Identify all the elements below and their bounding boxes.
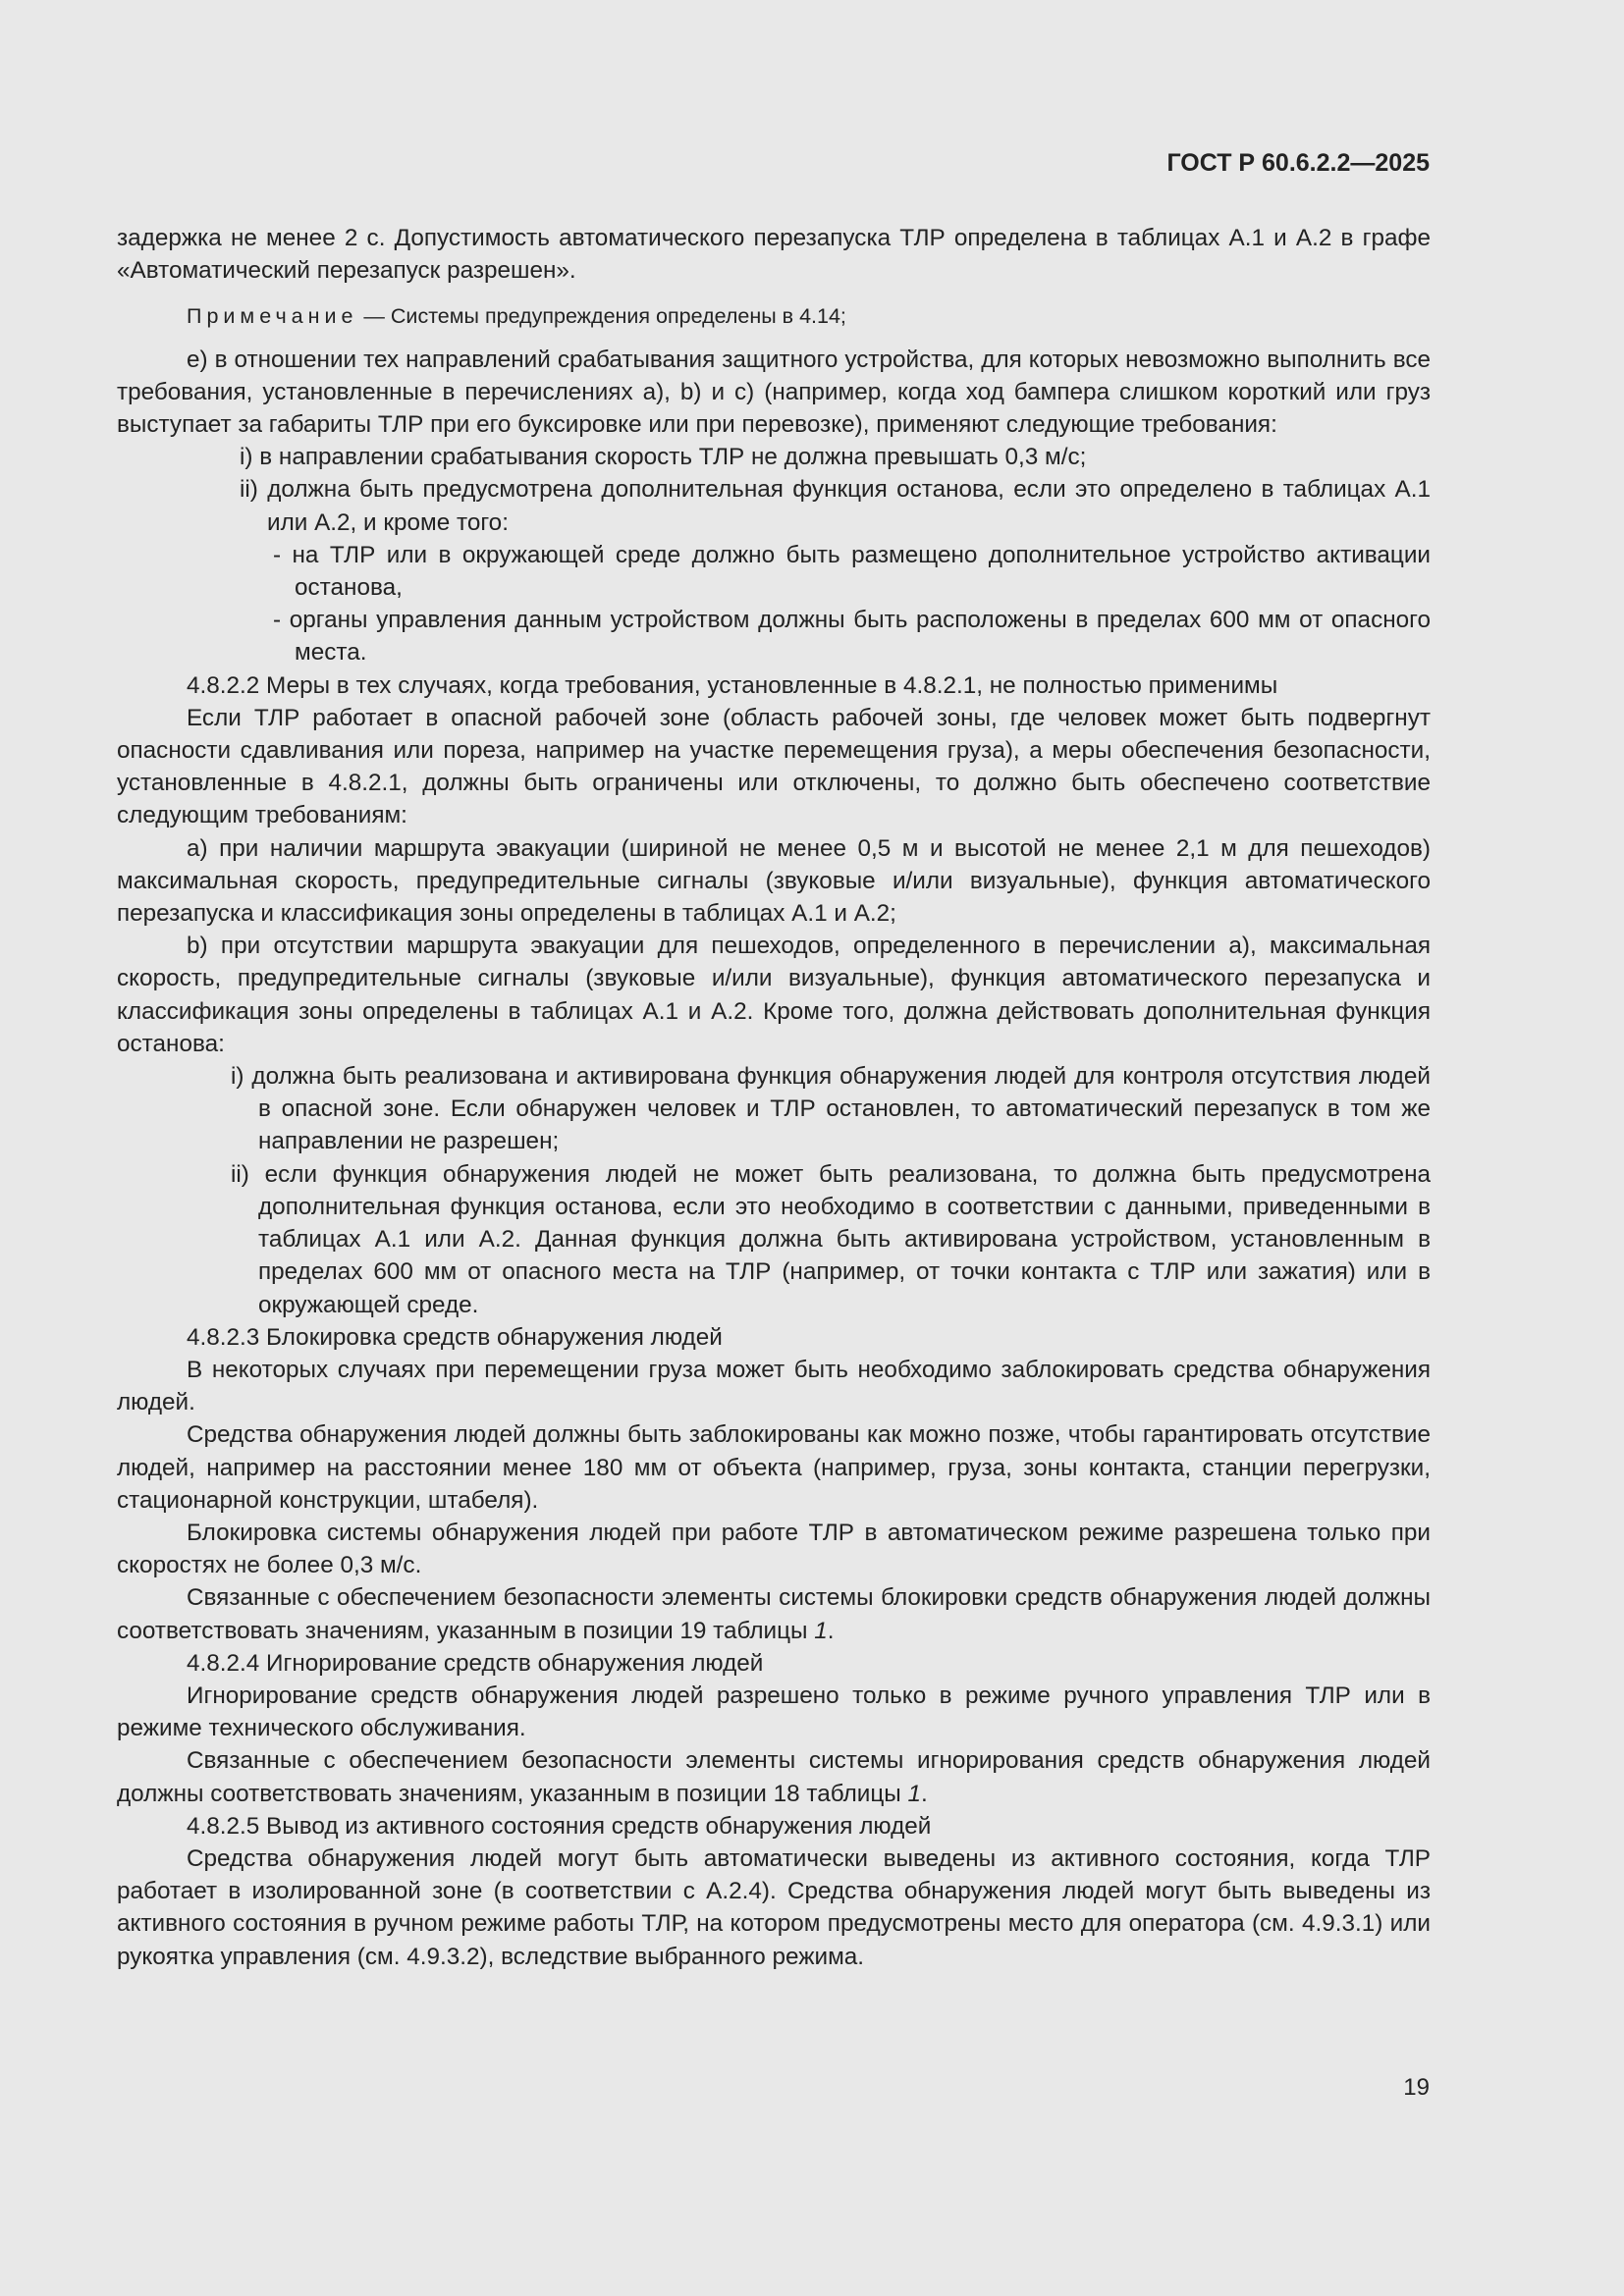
paragraph-text: Связанные с обеспечением безопасности элементы системы игнорирования средств обнаружения людей должны соответствовать значениям, указанным в позиции 18 таблицы (117, 1747, 1431, 1807)
list-item: ii) должна быть предусмотрена дополнительная функция останова, если это определено в таблицах А.1 или А.2, и кроме того: (240, 476, 1431, 536)
list-item: i) в направлении срабатывания скорость ТЛР не должна превышать 0,3 м/с; (240, 444, 1087, 471)
paragraph: Если ТЛР работает в опасной рабочей зоне (область рабочей зоны, где человек может быть подвергнут опасности сдавливания или пореза, например на участке перемещения груза), а меры обеспечения безопасности, установленные в 4.8.2.1, должны быть ограничены или отключены, то должно быть обеспечено соответствие следующим требованиям: (117, 704, 1431, 829)
paragraph: Средства обнаружения людей должны быть заблокированы как можно позже, чтобы гарантировать отсутствие людей, например на расстоянии менее 180 мм от объекта (например, груза, зоны контакта, станции перегрузки, стационарной конструкции, штабеля). (117, 1421, 1431, 1514)
paragraph (117, 1581, 1431, 1646)
paragraph: задержка не менее 2 с. Допустимость автоматического перезапуска ТЛР определена в таблицах А.1 и А.2 в графе «Автоматический перезапуск разрешен». (117, 225, 1431, 285)
paragraph: е) в отношении тех направлений срабатывания защитного устройства, для которых невозможно выполнить все требования, установленные в перечислениях а), b) и с) (например, когда ход бампера слишком короткий или груз выступает за габариты ТЛР при его буксировке или при перевозке), применяют следующие требования: (117, 346, 1431, 439)
note-label: Примечание (187, 304, 358, 329)
paragraph: В некоторых случаях при перемещении груза может быть необходимо заблокировать средства обнаружения людей. (117, 1356, 1431, 1416)
list-item: i) должна быть реализована и активирована функция обнаружения людей для контроля отсутствия людей в опасной зоне. Если обнаружен человек и ТЛР остановлен, то автоматический перезапуск в том же направлении не разрешен; (231, 1063, 1431, 1155)
list-item: b) при отсутствии маршрута эвакуации для пешеходов, определенного в перечислении а), максимальная скорость, предупредительные сигналы (звуковые и/или визуальные), функция автоматического перезапуска и классификация зоны определены в таблицах А.1 и А.2. Кроме того, должна действовать дополнительная функция останова: (117, 933, 1431, 1057)
note (117, 300, 1431, 333)
note-text: Системы предупреждения определены в 4.14; (390, 304, 846, 329)
section-heading: 4.8.2.4 Игнорирование средств обнаружения людей (187, 1649, 764, 1677)
table-ref-number: 1 (907, 1780, 921, 1807)
paragraph: Игнорирование средств обнаружения людей разрешено только в режиме ручного управления ТЛР или в режиме технического обслуживания. (117, 1682, 1431, 1742)
table-ref-number: 1 (814, 1617, 828, 1644)
list-item: - органы управления данным устройством должны быть расположены в пределах 600 мм от опасного места. (273, 607, 1431, 667)
paragraph-text: Связанные с обеспечением безопасности элементы системы блокировки средств обнаружения людей должны соответствовать значениям, указанным в позиции 19 таблицы (117, 1584, 1431, 1644)
document-body (117, 222, 1431, 1973)
list-item: ii) если функция обнаружения людей не может быть реализована, то должна быть предусмотрена дополнительная функция останова, если это необходимо в соответствии с данными, приведенными в таблицах А.1 или А.2. Данная функция должна быть активирована устройством, установленным в пределах 600 мм от опасного места на ТЛР (например, от точки контакта с ТЛР или зажатия) или в окружающей среде. (231, 1160, 1431, 1318)
section-heading: 4.8.2.5 Вывод из активного состояния средств обнаружения людей (187, 1812, 932, 1840)
document-code: ГОСТ Р 60.6.2.2—2025 (1166, 149, 1430, 177)
table-ref-tail: . (827, 1617, 835, 1644)
note-dash: — (357, 304, 391, 329)
paragraph: Блокировка системы обнаружения людей при работе ТЛР в автоматическом режиме разрешена только при скоростях не более 0,3 м/с. (117, 1519, 1431, 1579)
paragraph (117, 1744, 1431, 1809)
section-heading: 4.8.2.2 Меры в тех случаях, когда требования, установленные в 4.8.2.1, не полностью применимы (187, 671, 1278, 699)
table-ref-tail: . (921, 1780, 928, 1807)
paragraph: Средства обнаружения людей могут быть автоматически выведены из активного состояния, когда ТЛР работает в изолированной зоне (в соответствии с А.2.4). Средства обнаружения людей могут быть выведены из активного состояния в ручном режиме работы ТЛР, на котором предусмотрены место для оператора (см. 4.9.3.1) или рукоятка управления (см. 4.9.3.2), вследствие выбранного режима. (117, 1844, 1431, 1970)
section-heading: 4.8.2.3 Блокировка средств обнаружения людей (187, 1323, 723, 1351)
list-item: - на ТЛР или в окружающей среде должно быть размещено дополнительное устройство активации останова, (273, 541, 1431, 602)
list-item: а) при наличии маршрута эвакуации (шириной не менее 0,5 м и высотой не менее 2,1 м для пешеходов) максимальная скорость, предупредительные сигналы (звуковые и/или визуальные), функция автоматического перезапуска и классификация зоны определены в таблицах А.1 и А.2; (117, 834, 1431, 928)
page-number: 19 (1403, 2074, 1430, 2101)
